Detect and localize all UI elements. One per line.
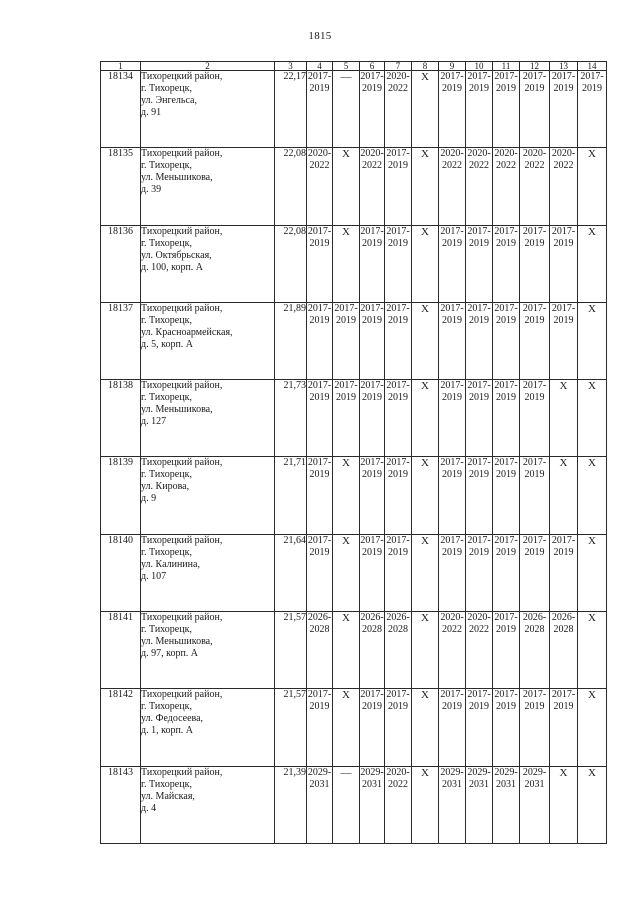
period-value: X: [559, 457, 568, 470]
table-row: [101, 534, 607, 611]
period-cell: [520, 302, 550, 379]
period-cell: [466, 302, 493, 379]
period-cell: [550, 380, 578, 457]
period-cell: [385, 380, 412, 457]
area-cell: 21,57: [275, 612, 307, 689]
period-value: 2026- 2028: [360, 612, 384, 636]
address-cell: Тихорецкий район, г. Тихорецк, ул. Красноармейская, д. 5, корп. А: [141, 302, 275, 379]
period-cell: [550, 148, 578, 225]
period-cell: [385, 457, 412, 534]
period-value: 2029- 2031: [360, 766, 384, 790]
period-cell: [578, 534, 607, 611]
period-cell: [520, 71, 550, 148]
column-number-5: 5: [333, 62, 360, 71]
period-value: 2017- 2019: [440, 71, 464, 94]
period-cell: [333, 766, 360, 843]
period-value: 2020- 2022: [440, 612, 464, 636]
address-cell: Тихорецкий район, г. Тихорецк, ул. Октябрьская, д. 100, корп. А: [141, 225, 275, 302]
period-cell: [439, 148, 466, 225]
period-value: X: [421, 689, 429, 702]
period-cell: [307, 766, 333, 843]
period-value: 2017- 2019: [440, 534, 464, 558]
address-cell: Тихорецкий район, г. Тихорецк, ул. Федосеева, д. 1, корп. А: [141, 689, 275, 766]
column-number-8: 8: [412, 62, 439, 71]
period-cell: [385, 689, 412, 766]
period-value: 2017- 2019: [467, 302, 491, 326]
period-cell: [493, 380, 520, 457]
period-cell: [360, 148, 385, 225]
period-value: 2017- 2019: [307, 71, 332, 94]
column-number-11: 11: [493, 62, 520, 71]
period-cell: [578, 71, 607, 148]
period-value: X: [588, 148, 596, 161]
period-value: 2017- 2019: [386, 225, 410, 249]
record-id: 18134: [101, 71, 141, 148]
record-id: 18138: [101, 380, 141, 457]
period-cell: [412, 457, 439, 534]
period-cell: [360, 380, 385, 457]
period-cell: [550, 766, 578, 843]
column-number-13: 13: [550, 62, 578, 71]
period-cell: [307, 148, 333, 225]
period-value: 2017- 2019: [360, 302, 384, 326]
period-value: X: [421, 71, 429, 83]
period-value: 2017- 2019: [494, 689, 518, 713]
period-cell: [578, 225, 607, 302]
record-id: 18141: [101, 612, 141, 689]
period-value: 2017- 2019: [551, 689, 576, 713]
period-value: X: [342, 689, 350, 702]
table-body: [101, 71, 607, 844]
period-cell: [412, 689, 439, 766]
period-value: —: [340, 71, 352, 83]
period-cell: [520, 766, 550, 843]
period-value: 2017- 2019: [386, 302, 410, 326]
table-row: [101, 612, 607, 689]
period-value: 2017- 2019: [440, 302, 464, 326]
period-cell: [439, 225, 466, 302]
period-cell: [466, 534, 493, 611]
area-cell: 21,71: [275, 457, 307, 534]
period-cell: [493, 766, 520, 843]
period-value: 2017- 2019: [467, 71, 491, 94]
period-cell: [360, 612, 385, 689]
period-cell: [466, 766, 493, 843]
period-cell: [439, 457, 466, 534]
period-cell: [466, 457, 493, 534]
address-cell: Тихорецкий район, г. Тихорецк, ул. Энгельса, д. 91: [141, 71, 275, 148]
period-cell: [412, 302, 439, 379]
period-value: X: [421, 612, 429, 625]
column-number-row: [101, 62, 607, 71]
period-cell: [493, 457, 520, 534]
period-cell: [493, 148, 520, 225]
period-cell: [412, 148, 439, 225]
column-number-4: 4: [307, 62, 333, 71]
data-table: [100, 61, 607, 844]
address-cell: Тихорецкий район, г. Тихорецк, ул. Меньшикова, д. 97, корп. А: [141, 612, 275, 689]
period-cell: [578, 302, 607, 379]
period-value: 2017- 2019: [522, 534, 547, 558]
address-cell: Тихорецкий район, г. Тихорецк, ул. Меньшикова, д. 127: [141, 380, 275, 457]
period-value: 2017- 2019: [386, 457, 410, 481]
period-value: X: [559, 380, 568, 393]
period-value: 2017- 2019: [522, 302, 547, 326]
period-cell: [307, 225, 333, 302]
period-cell: [520, 148, 550, 225]
area-cell: 21,73: [275, 380, 307, 457]
record-id: 18139: [101, 457, 141, 534]
period-cell: [439, 302, 466, 379]
period-value: 2017- 2019: [360, 380, 384, 404]
column-number-9: 9: [439, 62, 466, 71]
period-value: 2020- 2022: [386, 766, 410, 790]
period-cell: [307, 457, 333, 534]
period-value: 2017- 2019: [467, 380, 491, 404]
table-row: [101, 457, 607, 534]
period-cell: [360, 71, 385, 148]
period-value: 2017- 2019: [522, 380, 547, 404]
period-value: 2029- 2031: [307, 766, 332, 790]
address-cell: Тихорецкий район, г. Тихорецк, ул. Майская, д. 4: [141, 766, 275, 843]
period-cell: [439, 766, 466, 843]
page-number: 1815: [308, 30, 332, 42]
period-value: —: [340, 766, 352, 779]
period-value: 2017- 2019: [551, 302, 576, 326]
area-cell: 21,64: [275, 534, 307, 611]
period-cell: [550, 302, 578, 379]
period-cell: [493, 225, 520, 302]
period-value: 2029- 2031: [494, 766, 518, 790]
period-value: 2017- 2019: [307, 380, 332, 404]
period-value: 2017- 2019: [522, 689, 547, 713]
period-cell: [412, 766, 439, 843]
period-value: 2020- 2022: [386, 71, 410, 94]
column-number-1: 1: [101, 62, 141, 71]
table-row: [101, 766, 607, 843]
period-cell: [360, 225, 385, 302]
period-cell: [412, 534, 439, 611]
period-value: 2017- 2019: [494, 71, 518, 94]
period-value: 2020- 2022: [467, 148, 491, 172]
period-cell: [578, 766, 607, 843]
period-cell: [333, 302, 360, 379]
period-value: 2017- 2019: [360, 225, 384, 249]
period-value: X: [588, 457, 596, 470]
period-value: X: [342, 457, 350, 470]
column-number-14: 14: [578, 62, 607, 71]
period-value: 2017- 2019: [494, 534, 518, 558]
period-value: 2020- 2022: [307, 148, 332, 172]
period-cell: [550, 71, 578, 148]
period-value: 2017- 2019: [494, 457, 518, 481]
period-value: 2017- 2019: [307, 457, 332, 481]
table-row: [101, 148, 607, 225]
table-row: [101, 689, 607, 766]
period-cell: [360, 302, 385, 379]
column-number-12: 12: [520, 62, 550, 71]
period-cell: [439, 71, 466, 148]
period-cell: [439, 612, 466, 689]
period-cell: [360, 766, 385, 843]
period-value: 2017- 2019: [360, 534, 384, 558]
period-value: X: [588, 534, 596, 547]
period-cell: [333, 71, 360, 148]
period-value: 2017- 2019: [334, 302, 358, 326]
period-cell: [550, 457, 578, 534]
period-value: 2017- 2019: [386, 380, 410, 404]
period-value: 2017- 2019: [440, 225, 464, 249]
period-value: X: [342, 225, 350, 238]
period-cell: [520, 534, 550, 611]
address-cell: Тихорецкий район, г. Тихорецк, ул. Кирова, д. 9: [141, 457, 275, 534]
record-id: 18143: [101, 766, 141, 843]
period-cell: [385, 225, 412, 302]
period-cell: [493, 302, 520, 379]
period-cell: [578, 612, 607, 689]
period-value: X: [421, 534, 429, 547]
address-cell: Тихорецкий район, г. Тихорецк, ул. Меньшикова, д. 39: [141, 148, 275, 225]
period-cell: [333, 148, 360, 225]
period-cell: [578, 380, 607, 457]
record-id: 18137: [101, 302, 141, 379]
period-value: 2017- 2019: [440, 457, 464, 481]
period-value: 2017- 2019: [360, 71, 384, 94]
period-cell: [466, 148, 493, 225]
period-value: 2017- 2019: [522, 71, 547, 94]
period-value: X: [588, 689, 596, 702]
period-cell: [360, 689, 385, 766]
area-cell: 21,39: [275, 766, 307, 843]
period-cell: [412, 612, 439, 689]
period-value: 2017- 2019: [360, 457, 384, 481]
period-cell: [520, 225, 550, 302]
period-cell: [333, 689, 360, 766]
period-value: X: [588, 302, 596, 315]
table-row: [101, 71, 607, 148]
period-cell: [466, 612, 493, 689]
period-value: 2020- 2022: [522, 148, 547, 172]
period-cell: [412, 225, 439, 302]
period-value: X: [588, 612, 596, 625]
period-cell: [550, 612, 578, 689]
period-value: 2026- 2028: [307, 612, 332, 636]
period-cell: [550, 689, 578, 766]
period-cell: [493, 71, 520, 148]
period-value: 2017- 2019: [307, 689, 332, 713]
period-cell: [439, 689, 466, 766]
period-value: X: [421, 380, 429, 393]
column-number-7: 7: [385, 62, 412, 71]
period-cell: [385, 302, 412, 379]
period-cell: [466, 689, 493, 766]
period-cell: [307, 380, 333, 457]
period-value: 2017- 2019: [440, 380, 464, 404]
column-number-2: 2: [141, 62, 275, 71]
period-value: 2017- 2019: [551, 534, 576, 558]
period-value: 2017- 2019: [334, 380, 358, 404]
period-cell: [578, 457, 607, 534]
area-cell: 22,08: [275, 148, 307, 225]
period-cell: [385, 148, 412, 225]
period-value: 2017- 2019: [467, 457, 491, 481]
period-value: 2017- 2019: [494, 225, 518, 249]
period-cell: [307, 612, 333, 689]
period-value: 2017- 2019: [307, 534, 332, 558]
period-cell: [466, 71, 493, 148]
period-cell: [493, 612, 520, 689]
area-cell: 22,17: [275, 71, 307, 148]
area-cell: 21,57: [275, 689, 307, 766]
period-value: X: [342, 148, 350, 161]
period-cell: [520, 380, 550, 457]
period-value: 2029- 2031: [467, 766, 491, 790]
column-number-3: 3: [275, 62, 307, 71]
period-cell: [550, 534, 578, 611]
period-value: 2017- 2019: [494, 612, 518, 636]
period-value: 2017- 2019: [467, 689, 491, 713]
period-cell: [307, 71, 333, 148]
period-value: X: [421, 766, 429, 779]
period-cell: [307, 534, 333, 611]
table-row: [101, 380, 607, 457]
period-value: 2017- 2019: [494, 302, 518, 326]
period-value: 2017- 2019: [307, 225, 332, 249]
period-cell: [439, 534, 466, 611]
period-value: X: [588, 225, 596, 238]
record-id: 18142: [101, 689, 141, 766]
period-value: X: [342, 534, 350, 547]
period-value: 2017- 2019: [522, 225, 547, 249]
period-cell: [520, 457, 550, 534]
period-value: 2017- 2019: [551, 71, 576, 94]
period-cell: [385, 71, 412, 148]
period-value: 2017- 2019: [551, 225, 576, 249]
period-cell: [333, 225, 360, 302]
area-cell: 22,08: [275, 225, 307, 302]
record-id: 18135: [101, 148, 141, 225]
period-cell: [520, 689, 550, 766]
period-cell: [578, 689, 607, 766]
table-row: [101, 302, 607, 379]
period-value: 2017- 2019: [467, 534, 491, 558]
period-value: 2020- 2022: [360, 148, 384, 172]
address-cell: Тихорецкий район, г. Тихорецк, ул. Калинина, д. 107: [141, 534, 275, 611]
period-cell: [412, 380, 439, 457]
period-value: X: [421, 302, 429, 315]
period-value: 2017- 2019: [494, 380, 518, 404]
period-cell: [520, 612, 550, 689]
record-id: 18140: [101, 534, 141, 611]
period-value: 2029- 2031: [440, 766, 464, 790]
period-cell: [333, 457, 360, 534]
period-value: X: [588, 380, 596, 393]
column-number-10: 10: [466, 62, 493, 71]
period-cell: [360, 457, 385, 534]
period-cell: [385, 534, 412, 611]
period-cell: [360, 534, 385, 611]
period-value: 2017- 2019: [522, 457, 547, 481]
column-number-6: 6: [360, 62, 385, 71]
period-value: X: [421, 225, 429, 238]
period-value: 2017- 2019: [440, 689, 464, 713]
period-value: X: [421, 148, 429, 161]
period-value: 2026- 2028: [386, 612, 410, 636]
period-value: X: [342, 612, 350, 625]
period-cell: [439, 380, 466, 457]
period-cell: [307, 302, 333, 379]
period-value: 2020- 2022: [494, 148, 518, 172]
period-cell: [412, 71, 439, 148]
period-value: 2026- 2028: [522, 612, 547, 636]
period-cell: [550, 225, 578, 302]
period-cell: [466, 225, 493, 302]
period-value: 2020- 2022: [551, 148, 576, 172]
period-cell: [578, 148, 607, 225]
table-row: [101, 225, 607, 302]
period-value: 2017- 2019: [386, 534, 410, 558]
period-value: 2017- 2019: [467, 225, 491, 249]
period-cell: [385, 766, 412, 843]
period-value: X: [559, 766, 568, 779]
period-value: 2017- 2019: [360, 689, 384, 713]
period-cell: [333, 380, 360, 457]
period-cell: [466, 380, 493, 457]
period-cell: [333, 612, 360, 689]
period-value: 2020- 2022: [440, 148, 464, 172]
period-cell: [307, 689, 333, 766]
area-cell: 21,89: [275, 302, 307, 379]
period-value: 2017- 2019: [386, 148, 410, 172]
period-value: 2017- 2019: [307, 302, 332, 326]
period-value: 2026- 2028: [551, 612, 576, 636]
period-cell: [333, 534, 360, 611]
period-value: 2017- 2019: [580, 71, 604, 94]
period-value: 2020- 2022: [467, 612, 491, 636]
period-value: 2029- 2031: [522, 766, 547, 790]
record-id: 18136: [101, 225, 141, 302]
period-value: X: [588, 766, 596, 779]
period-cell: [493, 534, 520, 611]
period-cell: [493, 689, 520, 766]
period-cell: [385, 612, 412, 689]
period-value: X: [421, 457, 429, 470]
period-value: 2017- 2019: [386, 689, 410, 713]
